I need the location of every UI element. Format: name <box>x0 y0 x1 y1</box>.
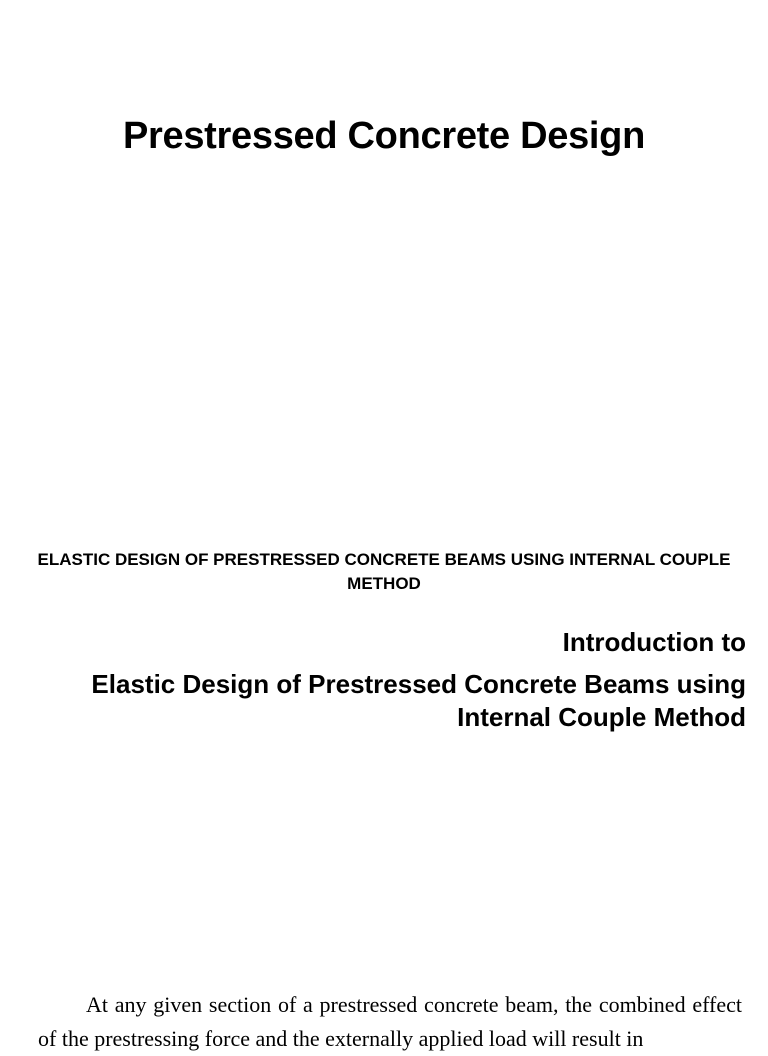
intro-heading <box>16 624 746 734</box>
intro-heading-line2: Elastic Design of Prestressed Concrete Beams using Internal Couple Method <box>91 669 746 732</box>
intro-heading-line1: Introduction to <box>562 627 746 657</box>
section-heading: ELASTIC DESIGN OF PRESTRESSED CONCRETE BEAMS USING INTERNAL COUPLE METHOD <box>37 550 731 593</box>
body-paragraph: At any given section of a prestressed concrete beam, the combined effect of the prestressing force and the externally applied load will result in <box>38 992 742 1051</box>
document-title: Prestressed Concrete Design <box>122 115 645 157</box>
